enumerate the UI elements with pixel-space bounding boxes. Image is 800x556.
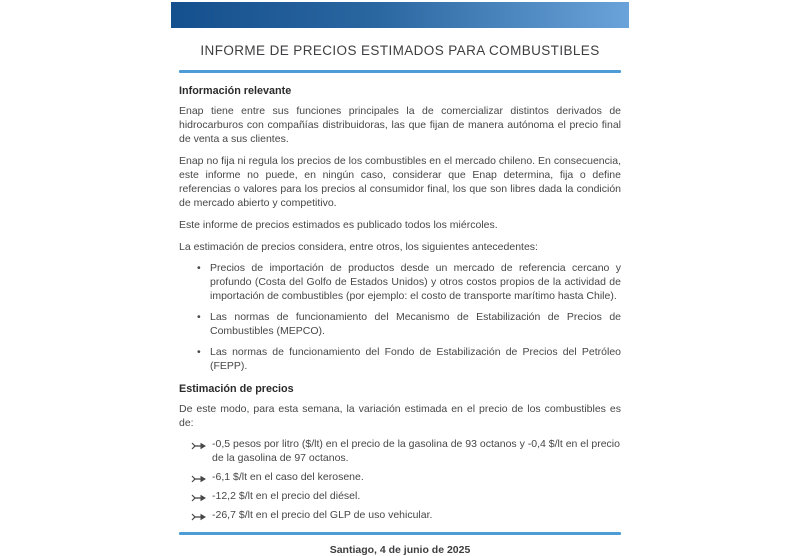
antecedentes-list xyxy=(179,261,621,373)
report-title: INFORME DE PRECIOS ESTIMADOS PARA COMBUSTIBLES xyxy=(200,43,600,58)
list-item xyxy=(179,489,621,503)
arrow-right-icon xyxy=(192,440,206,448)
report-document xyxy=(171,0,629,556)
variacion-text: -6,1 $/lt en el caso del kerosene. xyxy=(212,471,364,483)
arrow-right-icon xyxy=(192,492,206,500)
arrow-right-icon xyxy=(192,511,206,519)
paragraph-publicacion: Este informe de precios estimados es publicado todos los miércoles. xyxy=(179,219,498,231)
arrow-right-icon xyxy=(192,473,206,481)
list-item xyxy=(179,310,621,338)
list-item xyxy=(179,345,621,373)
footer-divider-rule xyxy=(179,532,621,535)
list-item xyxy=(179,261,621,303)
antecedente-text: Las normas de funcionamiento del Mecanismo de Estabilización de Precios de Combustibles (MEPCO). xyxy=(210,311,621,337)
variacion-text: -0,5 pesos por litro ($/lt) en el precio de la gasolina de 93 octanos y -0,4 $/lt en el precio de la gasolina de 97 octanos. xyxy=(212,438,620,464)
list-item xyxy=(179,508,621,522)
variaciones-list xyxy=(179,437,621,522)
list-item xyxy=(179,470,621,484)
variacion-text: -26,7 $/lt en el precio del GLP de uso vehicular. xyxy=(212,509,433,521)
report-body xyxy=(171,73,629,522)
antecedente-text: Precios de importación de productos desde un mercado de referencia cercano y profundo (Costa del Golfo de Estados Unidos) y otros costos propios de la actividad de importación de combustibles (por ejemplo: el costo de transporte marítimo hasta Chile). xyxy=(210,262,621,302)
antecedente-text: Las normas de funcionamiento del Fondo de Estabilización de Precios del Petróleo (FEPP). xyxy=(210,346,621,372)
paragraph-antecedentes-intro: La estimación de precios considera, entre otros, los siguientes antecedentes: xyxy=(179,241,538,253)
section-heading-informacion-relevante: Información relevante xyxy=(179,85,292,97)
section-heading-estimacion-precios: Estimación de precios xyxy=(179,383,294,395)
report-date: Santiago, 4 de junio de 2025 xyxy=(329,544,471,556)
paragraph-estimacion-intro: De este modo, para esta semana, la variación estimada en el precio de los combustibles es de: xyxy=(179,403,621,429)
paragraph-funciones: Enap tiene entre sus funciones principales la de comercializar distintos derivados de hidrocarburos con compañías distribuidoras, las que fijan de manera autónoma el precio final de venta a sus clientes. xyxy=(179,105,621,145)
paragraph-no-fija: Enap no fija ni regula los precios de los combustibles en el mercado chileno. En consecuencia, este informe no puede, en ningún caso, considerar que Enap determina, fija o define referencias o valores para los precios al consumidor final, los que son libres dada la condición de mercado abierto y competitivo. xyxy=(179,155,621,209)
header-gradient-bar xyxy=(171,2,629,28)
variacion-text: -12,2 $/lt en el precio del diésel. xyxy=(212,490,361,502)
list-item xyxy=(179,437,621,465)
